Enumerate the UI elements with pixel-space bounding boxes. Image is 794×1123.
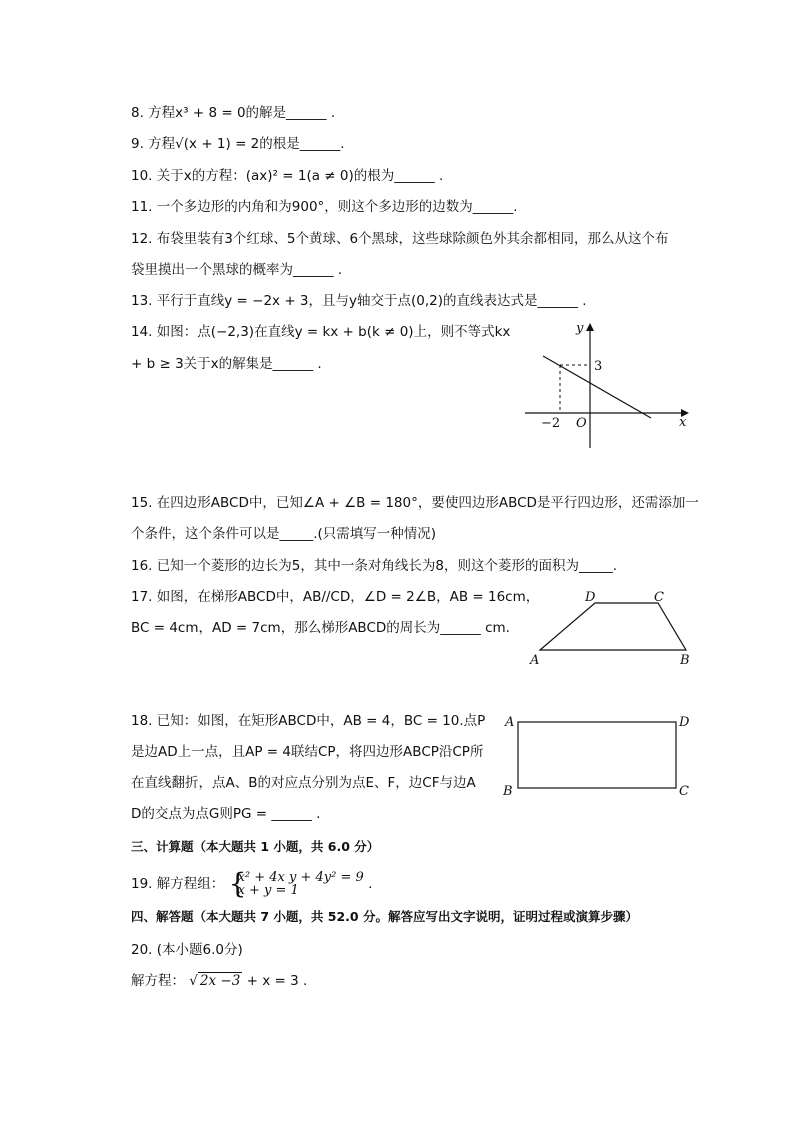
question-14-line-2: + b ≥ 3关于x的解集是______ .	[131, 356, 322, 372]
tick-label-neg2: −2	[541, 416, 561, 431]
vertex-d: D	[585, 590, 596, 605]
question-15-line-2: 个条件，这个条件可以是_____.(只需填写一种情况)	[131, 526, 437, 542]
question-20-label: 解方程：	[131, 973, 185, 989]
y-axis-label: y	[576, 321, 584, 336]
question-19-end: .	[368, 876, 373, 892]
question-20-rest: + x = 3 .	[246, 973, 308, 989]
question-12-line-1: 12. 布袋里装有3个红球、5个黄球、6个黑球，这些球除颜色外其余都相同，那么从这个布	[131, 231, 669, 247]
trapezoid	[540, 603, 686, 650]
vertex-d: D	[679, 715, 690, 730]
tick-label-3: 3	[594, 359, 603, 374]
question-9: 9. 方程√(x + 1) = 2的根是______.	[131, 136, 345, 152]
question-18-line-2: 是边AD上一点，且AP = 4联结CP，将四边形ABCP沿CP所	[131, 744, 484, 760]
rectangle	[518, 722, 676, 788]
vertex-c: C	[679, 784, 689, 799]
equation-2: x + y = 1	[237, 883, 299, 898]
vertex-a: A	[505, 715, 515, 730]
question-19-label: 19. 解方程组：	[131, 876, 225, 892]
question-19	[131, 867, 373, 900]
question-18-line-1: 18. 已知：如图，在矩形ABCD中，AB = 4，BC = 10.点P	[131, 713, 486, 729]
sqrt-sign: √	[189, 973, 198, 989]
vertex-c: C	[654, 590, 664, 605]
question-18-line-4: D的交点为点G则PG = ______ .	[131, 806, 321, 822]
origin-label: O	[576, 416, 587, 431]
question-13: 13. 平行于直线y = −2x + 3，且与y轴交于点(0,2)的直线表达式是______ .	[131, 293, 587, 309]
equation-1: x² + 4x y + 4y² = 9	[237, 870, 364, 885]
radicand: 2x −3	[199, 973, 241, 989]
vertex-b: B	[503, 784, 513, 799]
question-14-line-1: 14. 如图：点(−2,3)在直线y = kx + b(k ≠ 0)上，则不等式kx	[131, 324, 511, 340]
question-16: 16. 已知一个菱形的边长为5，其中一条对角线长为8，则这个菱形的面积为_____.	[131, 558, 617, 574]
question-15-line-1: 15. 在四边形ABCD中，已知∠A + ∠B = 180°，要使四边形ABCD是平行四边形，还需添加一	[131, 495, 699, 511]
question-17-line-1: 17. 如图，在梯形ABCD中，AB//CD，∠D = 2∠B，AB = 16cm，	[131, 589, 540, 605]
question-20: 20. (本小题6.0分)	[131, 942, 243, 958]
section-3-heading: 三、计算题（本大题共 1 小题，共 6.0 分）	[131, 839, 380, 854]
y-axis-arrow	[586, 323, 594, 331]
q18-figure	[502, 710, 702, 800]
vertex-b: B	[680, 653, 690, 668]
q17-figure	[530, 588, 700, 668]
q14-figure	[525, 318, 695, 453]
question-12-line-2: 袋里摸出一个黑球的概率为______ .	[131, 262, 343, 278]
question-10: 10. 关于x的方程：(ax)² = 1(a ≠ 0)的根为______ .	[131, 168, 444, 184]
question-20-equation	[131, 972, 307, 990]
section-4-heading: 四、解答题（本大题共 7 小题，共 52.0 分。解答应写出文字说明，证明过程或演算步骤）	[131, 909, 638, 924]
question-11: 11. 一个多边形的内角和为900°，则这个多边形的边数为______.	[131, 199, 518, 215]
left-brace: {	[228, 867, 247, 900]
equation-system	[228, 867, 364, 900]
question-18-line-3: 在直线翻折，点A、B的对应点分别为点E、F，边CF与边A	[131, 775, 476, 791]
vertex-a: A	[530, 653, 540, 668]
x-axis-label: x	[679, 415, 687, 430]
question-17-line-2: BC = 4cm，AD = 7cm，那么梯形ABCD的周长为______ cm.	[131, 620, 510, 636]
question-8: 8. 方程x³ + 8 = 0的解是______ .	[131, 105, 336, 121]
